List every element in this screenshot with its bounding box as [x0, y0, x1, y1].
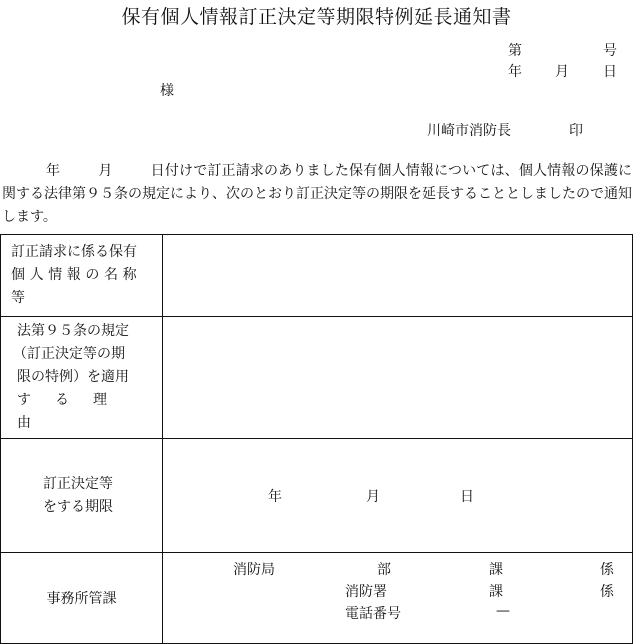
record-name-label [1, 241, 162, 310]
label-line: 訂正請求に係る保有 [11, 244, 137, 260]
number-prefix: 第 [508, 43, 522, 59]
body-date-year: 年 [46, 163, 61, 179]
date-month: 月 [555, 64, 569, 80]
label-line: （訂正決定等の期 [13, 346, 125, 362]
section-label: 課 [489, 562, 503, 578]
value-cell-deadline[interactable] [163, 439, 633, 553]
label-line: 訂正決定等 [43, 475, 113, 492]
table-row [1, 439, 633, 553]
label-line: 限の特例）を適用 [17, 369, 129, 385]
label-line: をする期限 [43, 498, 113, 515]
label-line: 法第９５条の規定 [17, 323, 129, 339]
label-cell-record-name [1, 235, 163, 317]
label-cell-deadline [1, 439, 163, 553]
department-label: 部 [377, 562, 391, 578]
office-label: 事務所管課 [46, 591, 117, 607]
phone-label: 電話番号 [345, 606, 401, 622]
body-text: 日付けで訂正請求のありました保有個人情報については、個人情報の保護に関する法律第９５条の規定により、次のとおり訂正決定等の期限を延長することとしましたので通知します。 [2, 163, 633, 225]
deadline-month: 月 [366, 488, 380, 505]
notice-body [2, 160, 632, 229]
section-label-2: 課 [489, 584, 503, 600]
table-row [1, 317, 633, 439]
document-title: 保有個人情報訂正決定等期限特例延長通知書 [121, 6, 512, 28]
phone-dash: — [496, 603, 510, 619]
value-cell-office[interactable] [163, 553, 633, 644]
number-suffix: 号 [603, 43, 617, 59]
fire-bureau-label: 消防局 [233, 562, 275, 578]
deadline-day: 日 [460, 488, 474, 505]
label-line: する理由 [17, 392, 131, 431]
addressee-suffix: 様 [160, 83, 174, 99]
date-year: 年 [508, 64, 522, 80]
issuer-name: 川崎市消防長 [427, 123, 511, 139]
table-row [1, 235, 633, 317]
deadline-year: 年 [268, 488, 282, 505]
date-day: 日 [603, 64, 617, 80]
seal-mark: 印 [569, 123, 583, 139]
unit-label-2: 係 [600, 584, 614, 600]
label-cell-office [1, 553, 163, 644]
label-line: 個人情報の名称等 [11, 267, 142, 306]
notice-table [0, 234, 633, 644]
body-date-month: 月 [98, 163, 113, 179]
table-row [1, 553, 633, 644]
value-cell-record-name[interactable] [163, 235, 633, 317]
value-cell-reason[interactable] [163, 317, 633, 439]
fire-station-label: 消防署 [345, 584, 387, 600]
unit-label: 係 [600, 562, 614, 578]
deadline-label [1, 473, 162, 519]
label-cell-reason [1, 317, 163, 439]
reason-label [1, 320, 162, 435]
